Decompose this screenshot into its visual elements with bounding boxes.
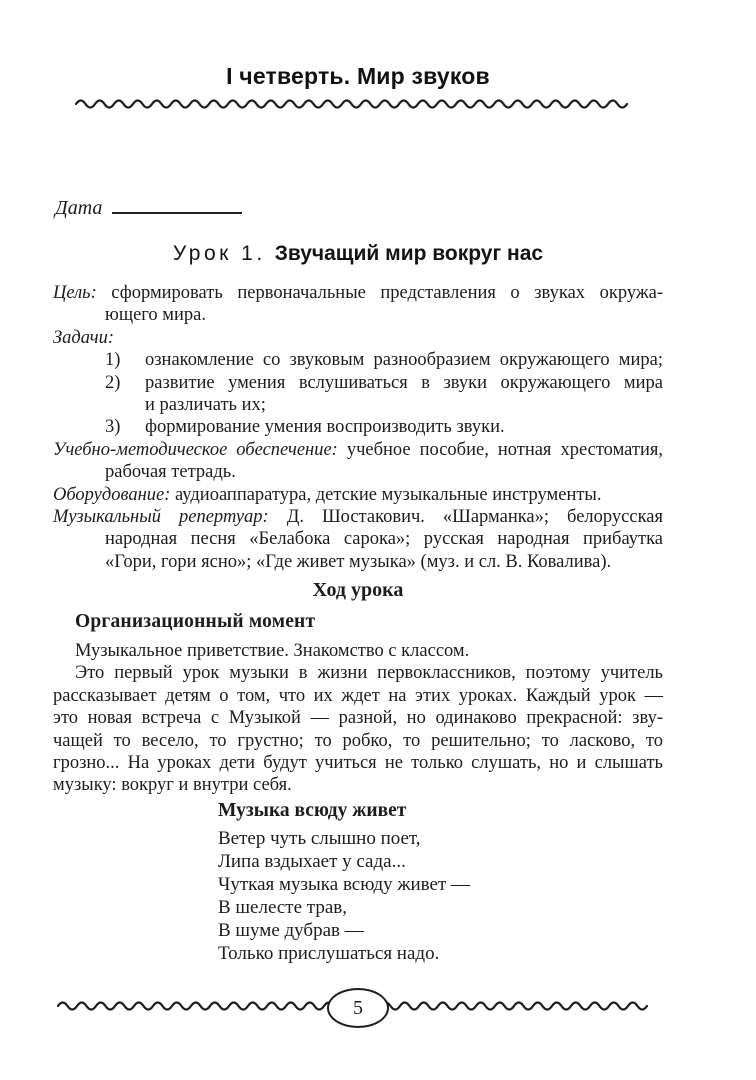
paragraph-line: музыку: вокруг и внутри себя. (53, 775, 292, 796)
meta-term: Музыкальный репертуар: (53, 507, 269, 528)
task-number: 2) (105, 372, 121, 393)
meta-line (105, 304, 663, 326)
meta-text: аудиоаппаратура, детские музыкальные инструменты. (170, 484, 602, 505)
task-item (53, 416, 663, 438)
paragraph-line: Музыкальное приветствие. Знакомство с классом. (75, 641, 470, 661)
meta-line-repertoire (53, 506, 663, 528)
poem (218, 827, 470, 965)
poem-line: Только прислушаться надо. (218, 943, 440, 964)
meta-line-goal (53, 282, 663, 304)
meta-text: Д. Шостакович. «Шарманка»; белорусская (268, 507, 663, 528)
lesson-flow-heading: Ход урока (312, 579, 404, 601)
poem-line: В шелесте трав, (218, 897, 347, 918)
date-blank-line (112, 211, 242, 214)
task-text: и различать их; (145, 395, 266, 416)
paragraph-line: рассказывает детям о том, что их ждет на этих уроках. Каждый урок — (53, 685, 663, 706)
date-row (55, 196, 242, 220)
poem-line: Ветер чуть слышно поет, (218, 828, 421, 849)
paragraph-line: чащей то весело, то грустно; то робко, то решительно; то ласково, то (53, 730, 663, 751)
paragraph-line: Это первый урок музыки в жизни первоклассников, поэтому учитель (75, 663, 663, 684)
poem-line: Чуткая музыка всюду живет — (218, 874, 471, 895)
page-number-badge (327, 988, 389, 1028)
poem-line: В шуме дубрав — (218, 920, 364, 941)
lesson-name: Звучащий мир вокруг нас (274, 242, 544, 265)
meta-line (105, 551, 663, 573)
meta-text: ющего мира. (105, 305, 206, 326)
meta-line-tasks (53, 327, 663, 349)
task-number: 3) (105, 417, 121, 438)
meta-line-materials (53, 439, 663, 461)
meta-term: Цель: (53, 283, 97, 303)
meta-text: народная песня «Белабока сарока»; русская народная прибаутка (105, 529, 663, 550)
page-number: 5 (353, 996, 363, 1019)
task-text: развитие умения вслушиваться в звуки окружающего мира (145, 372, 663, 393)
section-heading: Организационный момент (75, 611, 316, 632)
poem-title: Музыка всюду живет (218, 800, 407, 821)
meta-term: Оборудование: (53, 484, 171, 505)
lesson-meta (53, 282, 663, 573)
meta-term: Задачи: (53, 327, 115, 348)
meta-text: сформировать первоначальные представления о звуках окружа- (96, 283, 663, 303)
meta-text: учебное пособие, нотная хрестоматия, (337, 439, 663, 460)
task-text: ознакомление со звуковым разнообразием окружающего мира; (145, 350, 663, 371)
poem-line: Липа вздыхает у сада... (218, 851, 406, 872)
meta-line (105, 461, 663, 483)
paragraph-line: грозно... На уроках дети будут учиться не только слушать, но и слышать (53, 753, 663, 774)
task-item (53, 349, 663, 371)
lesson-number: Урок 1. (172, 242, 266, 265)
task-text: формирование умения воспроизводить звуки. (145, 417, 505, 438)
meta-term: Учебно-методическое обеспечение: (53, 439, 338, 460)
paragraph-line: это новая встреча с Музыкой — разной, но одинаково прекрасной: зву- (53, 708, 663, 729)
meta-line (105, 528, 663, 550)
wavy-divider-top (75, 96, 637, 112)
lesson-title (53, 241, 663, 267)
meta-line-equipment (53, 484, 663, 506)
meta-text: «Гори, гори ясно»; «Где живет музыка» (муз. и сл. В. Ковалива). (105, 551, 612, 572)
date-label: Дата (55, 197, 103, 219)
section-paragraph (53, 640, 663, 797)
chapter-title: I четверть. Мир звуков (226, 63, 490, 89)
task-item-continuation (145, 394, 663, 416)
task-item (53, 372, 663, 394)
meta-text: рабочая тетрадь. (105, 462, 236, 483)
task-number: 1) (105, 350, 121, 371)
